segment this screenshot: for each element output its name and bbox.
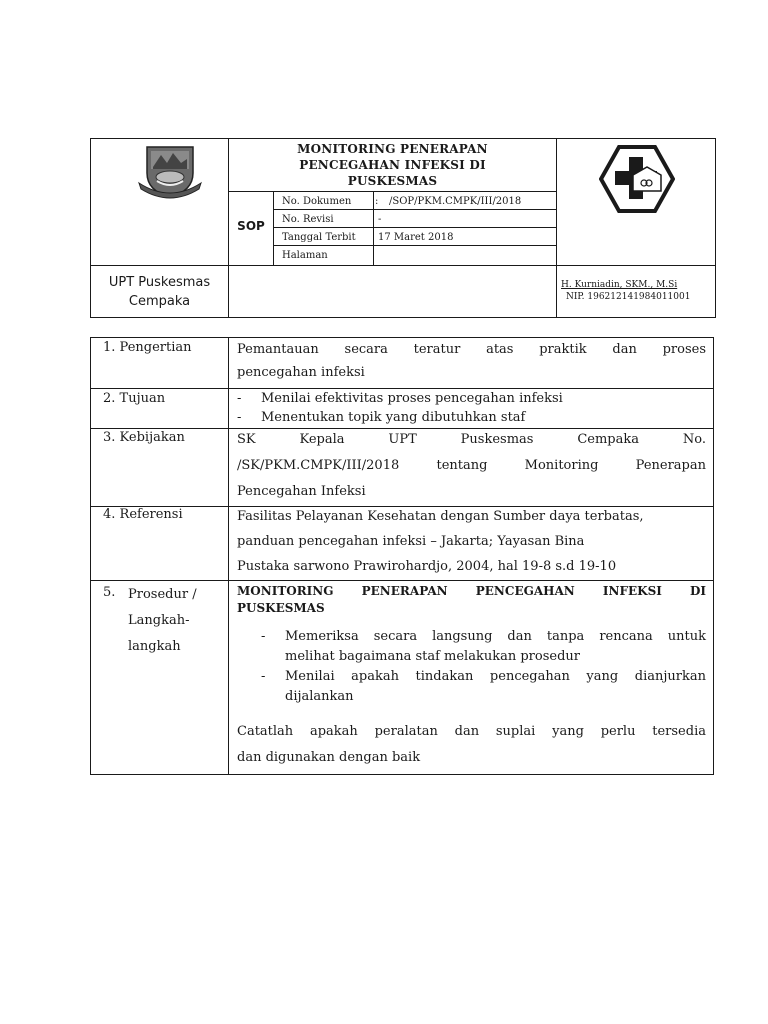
procedure-closing-note: Catatlah apakah peralatan dan suplai yang perlu tersedia dan digunakan dengan baik [237,724,706,765]
meta-label-revision: No. Revisi [282,214,334,225]
regency-logo-icon [135,139,205,201]
row-content-pengertian: Pemantauan secara teratur atas praktik dan proses pencegahan infeksi [237,342,706,380]
signer-name: H. Kurniadin, SKM., M.Si [561,280,678,290]
meta-label-page: Halaman [282,250,328,261]
procedure-heading: MONITORING PENERAPAN PENCEGAHAN INFEKSI DI PUSKESMAS [237,584,706,615]
list-item: - Menilai apakah tindakan pencegahan yang dianjurkan dijalankan [261,669,706,704]
signer-nip: NIP. 196212141984011001 [566,292,691,302]
sop-header [90,138,716,318]
puskesmas-logo-icon [599,145,675,213]
row-label-tujuan: 2. Tujuan [103,391,166,406]
sop-content-table [90,337,714,775]
row-label-referensi: 4. Referensi [103,507,183,522]
row-label-kebijakan: 3. Kebijakan [103,430,185,445]
list-item: - Menilai efektivitas proses pencegahan infeksi [237,391,563,406]
row-content-kebijakan: SK Kepala UPT Puskesmas Cempaka No. /SK/PKM.CMPK/III/2018 tentang Monitoring Penerapan Pencegahan Infeksi [237,432,706,499]
meta-value-issue-date: 17 Maret 2018 [378,232,454,243]
document-title: MONITORING PENERAPAN PENCEGAHAN INFEKSI DI PUSKESMAS [297,142,488,188]
row-content-prosedur [237,583,706,771]
row-content-tujuan [237,389,706,427]
row-content-referensi: Fasilitas Pelayanan Kesehatan dengan Sumber daya terbatas, panduan pencegahan infeksi – Jakarta; Yayasan Bina Pustaka sarwono Prawirohardjo, 2004, hal 19-8 s.d 19-10 [237,509,644,574]
row-number-prosedur: 5. [103,585,116,600]
sop-label: SOP [237,219,265,233]
list-item: - Memeriksa secara langsung dan tanpa rencana untuk melihat bagaimana staf melakukan prosedur [261,629,706,664]
meta-colon: : [375,196,379,207]
list-item: - Menentukan topik yang dibutuhkan staf [237,410,526,425]
organization-name: UPT Puskesmas Cempaka [108,275,211,309]
row-label-prosedur: Prosedur / Langkah- langkah [128,587,197,654]
meta-value-doc-number: /SOP/PKM.CMPK/III/2018 [389,196,522,207]
meta-label-doc-number: No. Dokumen [282,196,352,207]
procedure-steps [237,627,706,707]
meta-label-issue-date: Tanggal Terbit [282,232,356,243]
row-label-pengertian: 1. Pengertian [103,340,192,355]
meta-value-revision: - [378,214,382,225]
